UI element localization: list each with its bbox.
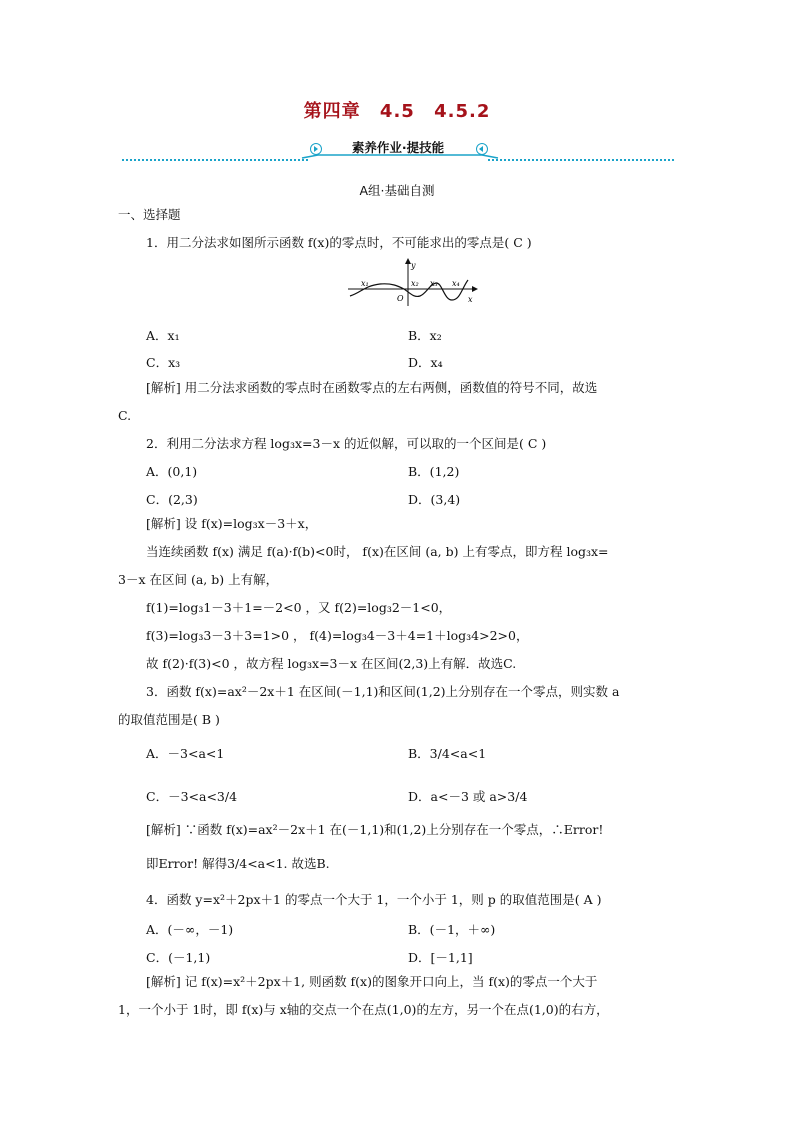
q1-option-b: B．x₂ — [408, 328, 442, 343]
q3-analysis-2 — [118, 850, 678, 878]
q4-option-a: A．(－∞，－1) — [146, 922, 234, 937]
q2-option-b: B．(1,2) — [408, 464, 460, 479]
q2-analysis-line-2: 当连续函数 f(x) 满足 f(a)·f(b)<0时， f(x)在区间 (a, b) 上有零点，即方程 log₃x= — [146, 544, 609, 559]
q1-option-d: D．x₄ — [408, 355, 443, 370]
banner-underline — [300, 154, 500, 162]
label-x1: x₁ — [361, 279, 369, 288]
label-x3: x₃ — [430, 279, 438, 288]
q4-analysis-line-1: [解析] 记 f(x)=x²＋2px＋1, 则函数 f(x)的图象开口向上，当 f(x)的零点一个大于 — [146, 974, 598, 989]
label-x2: x₂ — [411, 279, 419, 288]
q1-analysis — [118, 374, 678, 458]
banner-divider-left — [122, 159, 308, 161]
q1-analysis-line-2: C. — [118, 408, 132, 423]
q1-analysis-line-1: [解析] 用二分法求函数的零点时在函数零点的左右两侧，函数值的符号不同，故选 — [146, 380, 598, 395]
q3-option-d: D．a<－3 或 a>3/4 — [408, 789, 528, 804]
q3-stem-line-2: 的取值范围是( B ) — [118, 712, 220, 727]
banner-title: 素养作业·提技能 — [351, 140, 445, 155]
q3-stem-line-1: 3．函数 f(x)=ax²－2x＋1 在区间(－1,1)和区间(1,2)上分别存在一个零点，则实数 a — [146, 684, 620, 699]
q2-analysis — [118, 510, 678, 734]
q1-option-a: A．x₁ — [146, 328, 180, 343]
q4-option-b: B．(－1，＋∞) — [408, 922, 496, 937]
q2-analysis-line-3: 3－x 在区间 (a, b) 上有解， — [118, 572, 279, 587]
q2-analysis-line-4: f(1)=log₃1－3＋1=－2<0 ，又 f(2)=log₃2－1<0， — [146, 600, 452, 615]
function-graph — [344, 258, 478, 308]
q3-analysis — [118, 816, 678, 844]
q1-stem: 1．用二分法求如图所示函数 f(x)的零点时，不可能求出的零点是( C ) — [146, 235, 532, 250]
q2-option-d: D．(3,4) — [408, 492, 461, 507]
q3-option-b: B．3/4<a<1 — [408, 746, 487, 761]
group-title: A组·基础自测 — [359, 183, 435, 198]
q3-option-c: C．－3<a<3/4 — [146, 789, 238, 804]
subsection-label: 4.5.2 — [434, 101, 491, 122]
q4-block — [118, 886, 678, 914]
banner-divider-right — [488, 159, 674, 161]
question-block — [118, 201, 678, 257]
q2-analysis-line-1: [解析] 设 f(x)=log₃x－3＋x， — [146, 516, 318, 531]
x-axis-arrow-icon — [472, 286, 478, 292]
q2-option-c: C．(2,3) — [146, 492, 198, 507]
q3-analysis-line-1: [解析] ∵函数 f(x)=ax²－2x＋1 在(－1,1)和(1,2)上分别存在一个零点，∴Error! — [146, 822, 604, 837]
section-title: 一、选择题 — [118, 207, 181, 222]
page-title — [0, 97, 794, 123]
q3-analysis-line-2: 即Error! 解得3/4<a<1. 故选B. — [146, 856, 330, 871]
chapter-label: 第四章 — [303, 101, 361, 122]
q2-analysis-line-6: 故 f(2)·f(3)<0 ，故方程 log₃x=3－x 在区间(2,3)上有解．故选C. — [146, 656, 517, 671]
label-y-axis: y — [411, 261, 416, 270]
q4-analysis — [118, 968, 678, 1024]
q4-option-d: D．[－1,1] — [408, 950, 473, 965]
q4-analysis-line-2: 1，一个小于 1时，即 f(x)与 x轴的交点一个在点(1,0)的左方，另一个在点(1,0)的右方， — [118, 1002, 609, 1017]
q2-analysis-line-5: f(3)=log₃3－3＋3=1>0 ， f(4)=log₃4－3＋4=1＋log₃4>2>0， — [146, 628, 529, 643]
q4-option-c: C．(－1,1) — [146, 950, 211, 965]
q2-stem: 2．利用二分法求方程 log₃x=3－x 的近似解，可以取的一个区间是( C ) — [146, 436, 547, 451]
label-x-axis: x — [468, 295, 473, 304]
label-x4: x₄ — [452, 279, 460, 288]
q1-option-c: C．x₃ — [146, 355, 181, 370]
q4-stem: 4．函数 y=x²＋2px＋1 的零点一个大于 1，一个小于 1，则 p 的取值范围是( A ) — [146, 892, 602, 907]
label-origin: O — [397, 294, 404, 303]
q3-option-a: A．－3<a<1 — [146, 746, 225, 761]
q2-option-a: A．(0,1) — [146, 464, 198, 479]
section-label: 4.5 — [379, 101, 415, 122]
